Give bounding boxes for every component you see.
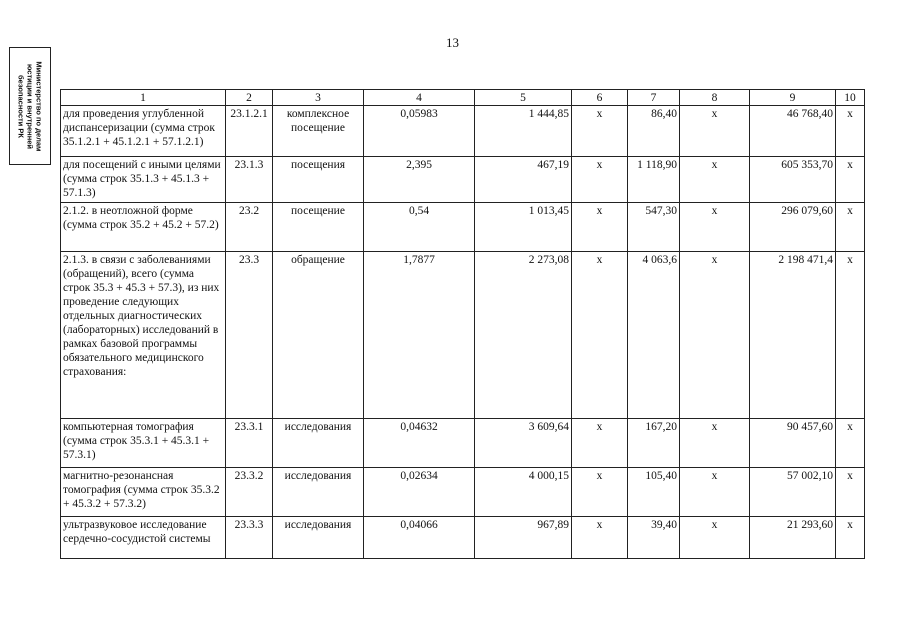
row-description: компьютерная томография (сумма строк 35.3.1 + 45.3.1 + 57.3.1) bbox=[61, 419, 226, 468]
table-row bbox=[61, 252, 865, 419]
row-cell: x bbox=[836, 517, 865, 559]
row-volume: 0,54 bbox=[364, 203, 475, 252]
column-header: 3 bbox=[273, 90, 364, 106]
row-code: 23.3.2 bbox=[226, 468, 273, 517]
row-description: ультразвуковое исследование сердечно-сосудистой системы bbox=[61, 517, 226, 559]
row-description: для посещений с иными целями (сумма строк 35.1.3 + 45.1.3 + 57.1.3) bbox=[61, 157, 226, 203]
row-cell: x bbox=[680, 252, 750, 419]
column-header: 10 bbox=[836, 90, 865, 106]
table-row bbox=[61, 203, 865, 252]
table-row bbox=[61, 106, 865, 157]
row-volume: 0,04632 bbox=[364, 419, 475, 468]
row-volume: 0,05983 bbox=[364, 106, 475, 157]
row-cell: x bbox=[680, 157, 750, 203]
row-unit: обращение bbox=[273, 252, 364, 419]
row-cell: x bbox=[572, 106, 628, 157]
row-cost: 4 000,15 bbox=[475, 468, 572, 517]
row-cell: x bbox=[836, 106, 865, 157]
row-cell: 46 768,40 bbox=[750, 106, 836, 157]
row-cell: x bbox=[572, 203, 628, 252]
row-cell: 167,20 bbox=[628, 419, 680, 468]
page-number: 13 bbox=[446, 35, 459, 50]
row-cell: x bbox=[836, 157, 865, 203]
column-header: 8 bbox=[680, 90, 750, 106]
row-unit: комплексное посещение bbox=[273, 106, 364, 157]
tariff-table bbox=[60, 89, 865, 559]
stamp-line: юстиции и внутренней bbox=[25, 63, 35, 149]
column-header: 1 bbox=[61, 90, 226, 106]
row-cost: 467,19 bbox=[475, 157, 572, 203]
row-cell: 4 063,6 bbox=[628, 252, 680, 419]
row-volume: 1,7877 bbox=[364, 252, 475, 419]
row-description: для проведения углубленной диспансеризации (сумма строк 35.1.2.1 + 45.1.2.1 + 57.1.2.1) bbox=[61, 106, 226, 157]
row-cell: x bbox=[572, 468, 628, 517]
column-header: 4 bbox=[364, 90, 475, 106]
row-cell: x bbox=[572, 252, 628, 419]
row-description: 2.1.2. в неотложной форме (сумма строк 35.2 + 45.2 + 57.2) bbox=[61, 203, 226, 252]
row-cell: x bbox=[680, 517, 750, 559]
header-row bbox=[61, 90, 865, 106]
row-cell: 21 293,60 bbox=[750, 517, 836, 559]
row-cell: x bbox=[836, 419, 865, 468]
column-header: 6 bbox=[572, 90, 628, 106]
stamp-text bbox=[17, 61, 44, 151]
row-description: 2.1.3. в связи с заболеваниями (обращений), всего (сумма строк 35.3 + 45.3 + 57.3), из них проведение следующих отдельных диагностических (лабораторных) исследований в рамках базовой программы обязательного медицинского страхования: bbox=[61, 252, 226, 419]
row-cell: x bbox=[572, 157, 628, 203]
row-code: 23.2 bbox=[226, 203, 273, 252]
table-row bbox=[61, 468, 865, 517]
row-cell: 105,40 bbox=[628, 468, 680, 517]
row-unit: исследования bbox=[273, 468, 364, 517]
row-cell: x bbox=[836, 252, 865, 419]
row-volume: 2,395 bbox=[364, 157, 475, 203]
table-row bbox=[61, 157, 865, 203]
row-cell: x bbox=[680, 419, 750, 468]
row-cost: 2 273,08 bbox=[475, 252, 572, 419]
row-description: магнитно-резонансная томография (сумма строк 35.3.2 + 45.3.2 + 57.3.2) bbox=[61, 468, 226, 517]
stamp-line: Министерство по делам bbox=[34, 60, 44, 152]
column-header: 7 bbox=[628, 90, 680, 106]
stamp-line: безопасности РК bbox=[16, 74, 26, 138]
row-cell: x bbox=[836, 203, 865, 252]
row-cell: 86,40 bbox=[628, 106, 680, 157]
row-volume: 0,02634 bbox=[364, 468, 475, 517]
row-cell: 90 457,60 bbox=[750, 419, 836, 468]
row-cell: 547,30 bbox=[628, 203, 680, 252]
row-code: 23.1.3 bbox=[226, 157, 273, 203]
row-code: 23.1.2.1 bbox=[226, 106, 273, 157]
row-cell: 39,40 bbox=[628, 517, 680, 559]
row-cost: 967,89 bbox=[475, 517, 572, 559]
row-cell: x bbox=[680, 203, 750, 252]
registration-stamp bbox=[9, 47, 51, 165]
row-unit: исследования bbox=[273, 517, 364, 559]
row-cell: 605 353,70 bbox=[750, 157, 836, 203]
row-cell: 57 002,10 bbox=[750, 468, 836, 517]
row-code: 23.3.3 bbox=[226, 517, 273, 559]
row-cell: 2 198 471,4 bbox=[750, 252, 836, 419]
column-header: 5 bbox=[475, 90, 572, 106]
row-cell: x bbox=[572, 517, 628, 559]
column-header: 9 bbox=[750, 90, 836, 106]
row-unit: исследования bbox=[273, 419, 364, 468]
row-volume: 0,04066 bbox=[364, 517, 475, 559]
table-row bbox=[61, 517, 865, 559]
row-cell: 296 079,60 bbox=[750, 203, 836, 252]
row-cell: x bbox=[680, 468, 750, 517]
row-code: 23.3.1 bbox=[226, 419, 273, 468]
column-header: 2 bbox=[226, 90, 273, 106]
row-unit: посещения bbox=[273, 157, 364, 203]
row-unit: посещение bbox=[273, 203, 364, 252]
row-cost: 1 013,45 bbox=[475, 203, 572, 252]
row-cell: x bbox=[836, 468, 865, 517]
table-row bbox=[61, 419, 865, 468]
row-cell: 1 118,90 bbox=[628, 157, 680, 203]
row-code: 23.3 bbox=[226, 252, 273, 419]
row-cell: x bbox=[680, 106, 750, 157]
row-cost: 1 444,85 bbox=[475, 106, 572, 157]
row-cell: x bbox=[572, 419, 628, 468]
row-cost: 3 609,64 bbox=[475, 419, 572, 468]
